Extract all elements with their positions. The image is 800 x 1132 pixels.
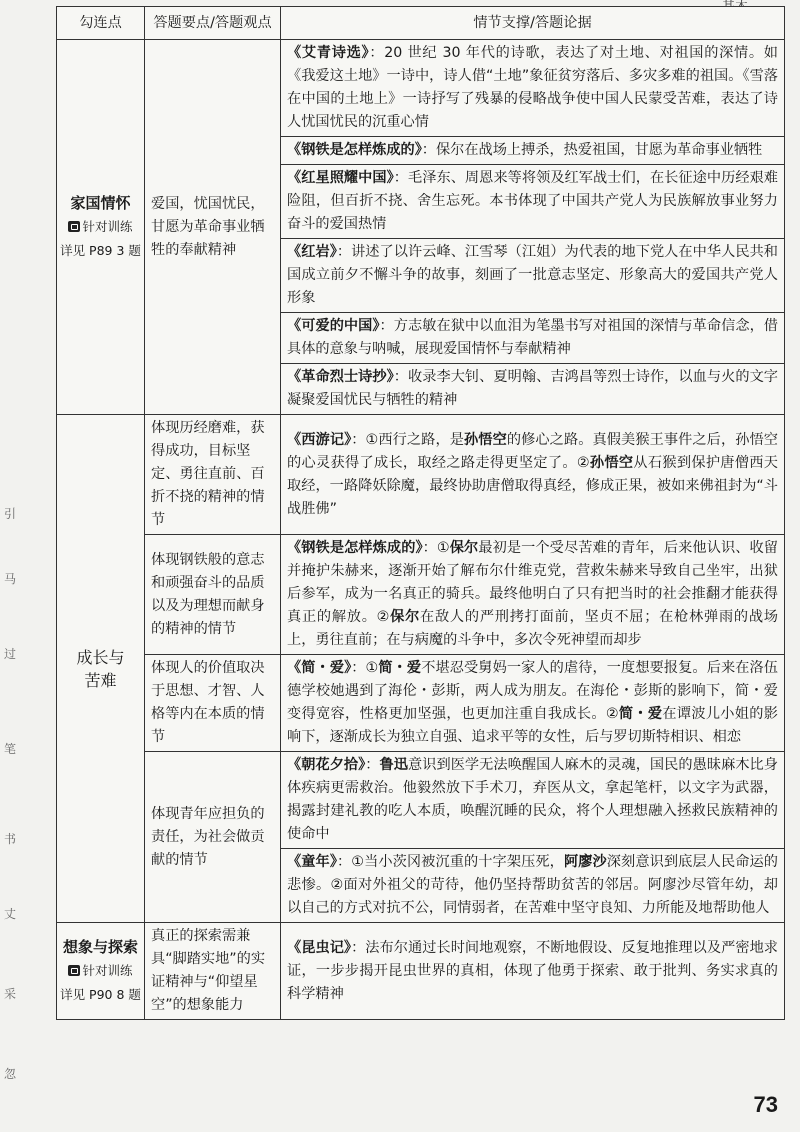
margin-char: 丈: [4, 907, 17, 921]
book-title: 《钢铁是怎样炼成的》: [287, 142, 422, 158]
header-link-point: 勾连点: [57, 7, 145, 40]
link-point-title: 想象与探索: [62, 937, 138, 956]
answer-point-cell: 体现钢铁般的意志和顽强奋斗的品质以及为理想而献身的精神的情节: [145, 535, 281, 655]
evidence-cell: 《童年》：①当小茨冈被沉重的十字架压死，阿廖沙深刻意识到底层人民命运的悲惨。②面对外祖父的苛待，他仍坚持帮助贫苦的邻居。阿廖沙尽管年幼，却以自己的方式对抗不公，同情弱者，在苦难中坚守良知、力所能及地帮助他人: [281, 849, 785, 923]
evidence-cell: 《红星照耀中国》：毛泽东、周恩来等将领及红军战士们，在长征途中历经艰难险阻，但百折不挠、舍生忘死。本书体现了中国共产党人为民族解放事业努力奋斗的爱国热情: [281, 165, 785, 239]
answer-point-cell: 体现人的价值取决于思想、才智、人格等内在本质的情节: [145, 655, 281, 752]
answer-point-cell: 真正的探索需兼具“脚踏实地”的实证精神与“仰望星空”的想象能力: [145, 923, 281, 1020]
link-point-title: 成长与 苦难: [76, 647, 125, 690]
evidence-cell: 《简・爱》：①简・爱不堪忍受舅妈一家人的虐待，一度想要报复。后来在洛伍德学校她遇到了海伦・彭斯，两人成为朋友。在海伦・彭斯的影响下，简・爱变得宽容，性格更加坚强，也更加注重自我成长。②简・爱在谭波儿小姐的影响下，逐渐成长为独立自强、追求平等的女性，后与罗切斯特相识、相恋: [281, 655, 785, 752]
link-point-cell: [57, 40, 145, 415]
table-header-row: [57, 7, 785, 40]
book-title: 《钢铁是怎样炼成的》: [287, 540, 423, 556]
evidence-cell: 《可爱的中国》：方志敏在狱中以血泪为笔墨书写对祖国的深情与革命信念，借具体的意象与呐喊，展现爱国情怀与奉献精神: [281, 313, 785, 364]
book-title: 《西游记》: [287, 431, 352, 448]
practice-note: 针对训练: [68, 219, 132, 234]
table-row: [57, 535, 785, 655]
margin-char: 马: [4, 572, 17, 586]
header-answer-point: 答题要点/答题观点: [145, 7, 281, 40]
evidence-cell: 《红岩》：讲述了以许云峰、江雪琴（江姐）为代表的地下党人在中华人民共和国成立前夕不懈斗争的故事，刻画了一批意志坚定、形象高大的爱国共产党人形象: [281, 239, 785, 313]
link-icon: [68, 965, 80, 976]
margin-char: 忽: [4, 1067, 17, 1081]
book-title: 《简・爱》: [287, 660, 352, 676]
margin-char: 引: [4, 507, 17, 521]
practice-ref: 详见 P89 3 题: [60, 242, 141, 258]
table-row: [57, 923, 785, 1020]
book-title: 《艾青诗选》: [287, 45, 370, 61]
evidence-cell: 《昆虫记》：法布尔通过长时间地观察，不断地假设、反复地推理以及严密地求证，一步步揭开昆虫世界的真相，体现了他勇于探索、敢于批判、务实求真的科学精神: [281, 923, 785, 1020]
evidence-cell: 《钢铁是怎样炼成的》：保尔在战场上搏杀，热爱祖国，甘愿为革命事业牺牲: [281, 137, 785, 165]
margin-char: 采: [4, 987, 17, 1001]
book-title: 《红星照耀中国》: [287, 170, 394, 186]
link-icon: [68, 221, 80, 232]
margin-handwriting: [4, 485, 24, 1125]
link-point-cell: [57, 415, 145, 923]
header-evidence: 情节支撑/答题论据: [281, 7, 785, 40]
reading-link-table: [56, 6, 785, 1020]
table-row: [57, 40, 785, 137]
evidence-cell: 《朝花夕拾》：鲁迅意识到医学无法唤醒国人麻木的灵魂，国民的愚昧麻木比身体疾病更需救治。他毅然放下手术刀，弃医从文，拿起笔杆，以文字为武器，揭露封建礼教的吃人本质，唤醒沉睡的民众，将个人理想融入拯救民族精神的使命中: [281, 752, 785, 849]
evidence-cell: 《革命烈士诗抄》：收录李大钊、夏明翰、吉鸿昌等烈士诗作，以血与火的文字凝聚爱国忧民与牺牲的精神: [281, 364, 785, 415]
link-point-title: 家国情怀: [70, 193, 131, 212]
book-title: 《革命烈士诗抄》: [287, 369, 394, 385]
evidence-cell: 《钢铁是怎样炼成的》：①保尔最初是一个受尽苦难的青年，后来他认识、收留并掩护朱赫来，逐渐开始了解布尔什维克党，营救朱赫来导致自己坐牢，出狱后参军，成为一名真正的骑兵。最终他明白了只有把当时的社会推翻才能获得真正的解放。②保尔在敌人的严刑拷打面前，坚贞不屈；在枪林弹雨的战场上，勇往直前；在与病魔的斗争中，多次令死神望而却步: [281, 535, 785, 655]
practice-note: 针对训练: [68, 963, 132, 978]
book-title: 《童年》: [287, 854, 337, 870]
answer-point-cell: 体现历经磨难，获得成功，目标坚定、勇往直前、百折不挠的精神的情节: [145, 415, 281, 535]
table-row: [57, 415, 785, 535]
margin-char: 笔: [4, 742, 17, 756]
book-title: 《可爱的中国》: [287, 318, 380, 334]
margin-char: 过: [4, 647, 17, 661]
evidence-cell: 《艾青诗选》：20 世纪 30 年代的诗歌，表达了对土地、对祖国的深情。如《我爱这土地》一诗中，诗人借“土地”象征贫穷落后、多灾多难的祖国。《雪落在中国的土地上》一诗抒写了残暴的侵略战争使中国人民蒙受苦难，表达了诗人忧国忧民的沉重心情: [281, 40, 785, 137]
table-row: [57, 752, 785, 849]
book-title: 《朝花夕拾》: [287, 757, 366, 773]
answer-point-cell: 体现青年应担负的责任，为社会做贡献的情节: [145, 752, 281, 923]
link-point-cell: [57, 923, 145, 1020]
table-row: [57, 655, 785, 752]
book-title: 《昆虫记》: [287, 939, 352, 956]
answer-point-cell: 爱国，忧国忧民，甘愿为革命事业牺牲的奉献精神: [145, 40, 281, 415]
margin-char: 书: [4, 832, 17, 846]
evidence-cell: 《西游记》：①西行之路，是孙悟空的修心之路。真假美猴王事件之后，孙悟空的心灵获得了成长，取经之路走得更坚定了。②孙悟空从石猴到保护唐僧西天取经，一路降妖除魔，最终协助唐僧取得真经，修成正果，被如来佛祖封为“斗战胜佛”: [281, 415, 785, 535]
page-number: 73: [753, 1092, 778, 1117]
book-title: 《红岩》: [287, 244, 337, 260]
practice-ref: 详见 P90 8 题: [60, 986, 141, 1002]
